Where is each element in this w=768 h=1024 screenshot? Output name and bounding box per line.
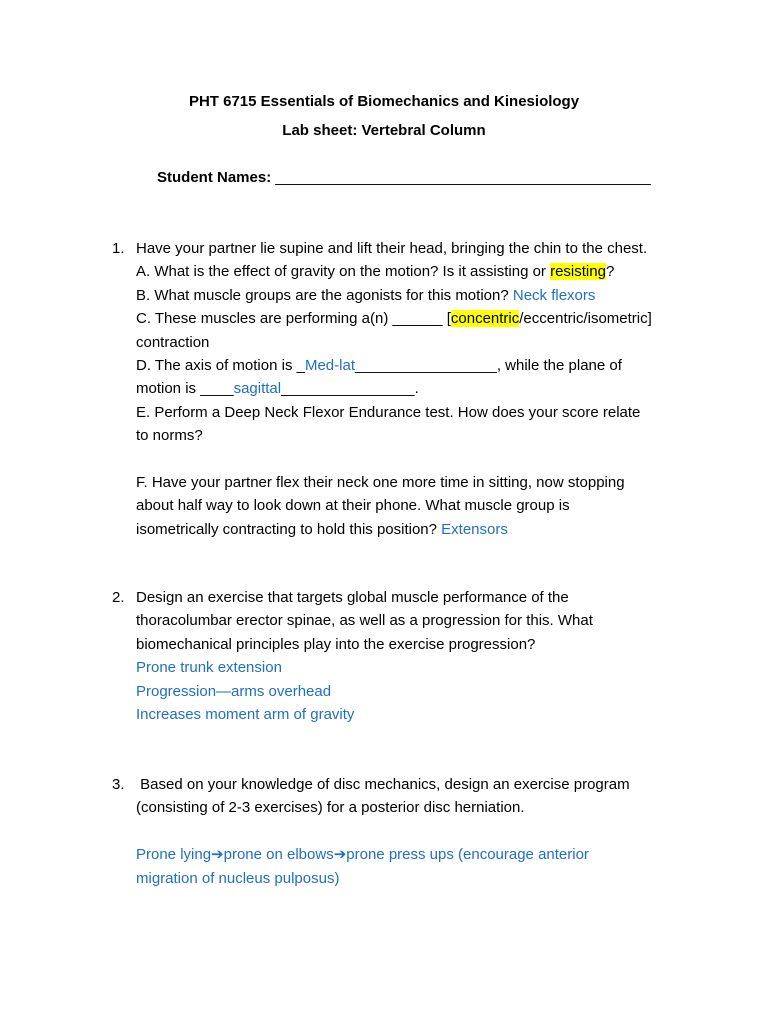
question-1a-text: A. What is the effect of gravity on the motion? Is it assisting or [136, 263, 551, 281]
question-1-intro: Have your partner lie supine and lift their head, bringing the chin to the chest. [136, 240, 648, 257]
answer-1d-plane: sagittal [233, 380, 282, 398]
question-1b-text: B. What muscle groups are the agonists for this motion? [136, 286, 513, 304]
question-number: 3. [112, 776, 125, 793]
question-number: 1. [112, 240, 125, 257]
question-1-body [136, 237, 666, 541]
answer-3-step1: Prone lying [136, 846, 212, 864]
question-1d-line2 [136, 377, 666, 400]
lab-title: Lab sheet: Vertebral Column [282, 122, 486, 139]
question-2-line2: thoracolumbar erector spinae, as well as a progression for this. What [136, 612, 593, 630]
answer-3-step2: prone on elbows [223, 846, 334, 864]
arrow-icon: ➔ [333, 846, 347, 864]
question-1d-text: D. The axis of motion is _ [136, 356, 305, 374]
question-1a [136, 260, 666, 283]
question-1e: E. Perform a Deep Neck Flexor Endurance test. How does your score relate [136, 403, 641, 421]
question-2-line3: biomechanical principles play into the exercise progression? [136, 635, 536, 653]
question-1d-suffix: _________________, while the plane of [355, 356, 622, 374]
question-number: 2. [112, 589, 125, 606]
answer-1f: Extensors [441, 520, 508, 538]
question-3-body [136, 773, 666, 890]
question-1b [136, 284, 666, 307]
spacer [136, 448, 666, 471]
answer-3-step3: prone press ups (encourage anterior [346, 846, 589, 864]
question-1f-line3 [136, 518, 666, 541]
question-1d [136, 354, 666, 377]
answer-2-exercise: Prone trunk extension [136, 659, 282, 677]
student-names-blank: _____________________________________________ [275, 169, 651, 186]
question-1e-line2: to norms? [136, 427, 203, 445]
answer-3-line2: migration of nucleus pulposus) [136, 869, 340, 887]
question-1a-suffix: ? [605, 263, 615, 281]
answer-2-progression: Progression—arms overhead [136, 682, 332, 700]
question-3-line1: Based on your knowledge of disc mechanics, design an exercise program [136, 776, 630, 793]
question-1c-text: C. These muscles are performing a(n) ______ [ [136, 310, 451, 328]
question-2-body [136, 586, 666, 726]
arrow-icon: ➔ [211, 846, 224, 864]
answer-1c: concentric [450, 310, 520, 328]
question-1f-text: isometrically contracting to hold this position? [136, 520, 442, 538]
answer-1b: Neck flexors [512, 286, 596, 304]
question-1f-line2: about half way to look down at their phone. What muscle group is [136, 497, 570, 515]
question-1c [136, 307, 666, 330]
answer-3-line1 [136, 843, 666, 866]
answer-1d-axis: Med-lat [304, 356, 355, 374]
answer-2-principle: Increases moment arm of gravity [136, 705, 355, 723]
course-title: PHT 6715 Essentials of Biomechanics and Kinesiology [188, 93, 580, 110]
student-names-label: Student Names: [157, 169, 272, 186]
question-1c-suffix: /eccentric/isometric] [519, 310, 652, 328]
student-names-line [157, 168, 651, 188]
question-1f: F. Have your partner flex their neck one more time in sitting, now stopping [136, 473, 625, 491]
question-3-line2: (consisting of 2-3 exercises) for a posterior disc herniation. [136, 799, 525, 817]
spacer [136, 820, 666, 843]
question-1d2-suffix: ________________. [281, 380, 419, 398]
answer-1a: resisting [550, 263, 606, 281]
question-1d2-text: motion is ____ [136, 380, 234, 398]
question-2-line1: Design an exercise that targets global muscle performance of the [136, 589, 569, 606]
question-1c-line2: contraction [136, 333, 210, 351]
